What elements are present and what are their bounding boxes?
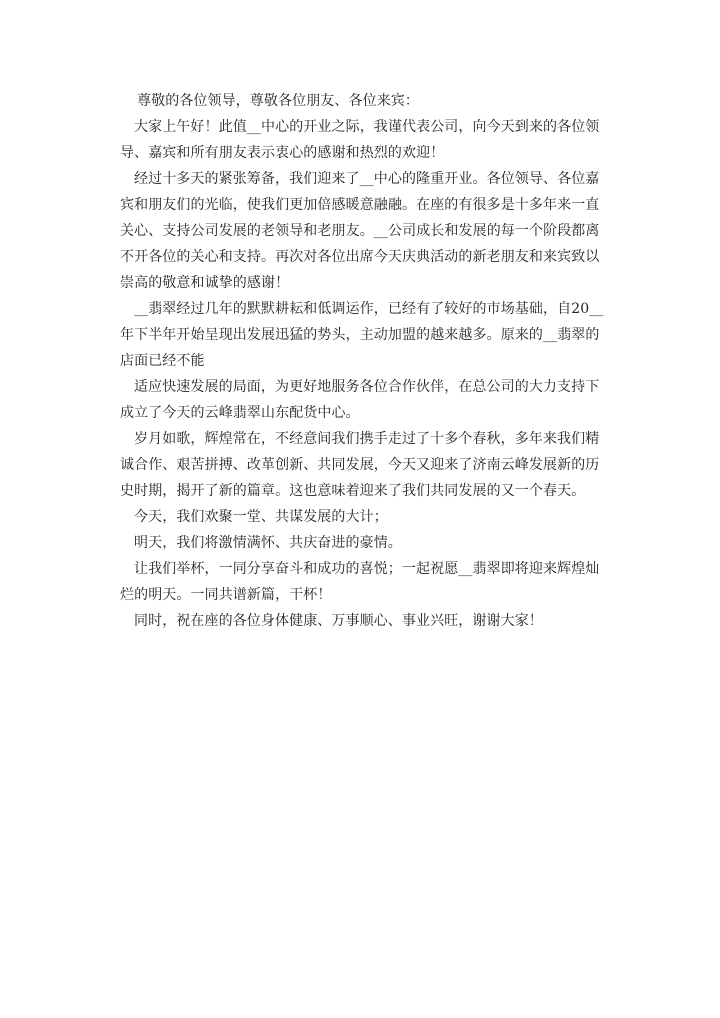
paragraph-line: 史时期，揭开了新的篇章。这也意味着迎来了我们共同发展的又一个春天。 [120, 483, 586, 499]
paragraph-line: 关心、支持公司发展的老领导和老朋友。__公司成长和发展的每一个阶段都离 [120, 223, 600, 239]
paragraph-line: 烂的明天。一同共谱新篇，干杯！ [120, 587, 332, 603]
paragraph-first-line: 岁月如歌，辉煌常在，不经意间我们携手走过了十多个春秋，多年来我们精 [134, 431, 600, 447]
paragraph-first-line: 适应快速发展的局面，为更好地服务各位合作伙伴，在总公司的大力支持下 [134, 379, 600, 395]
paragraph-first-line: 让我们举杯，一同分享奋斗和成功的喜悦；一起祝愿__翡翠即将迎来辉煌灿 [134, 561, 600, 577]
paragraph [120, 166, 620, 296]
paragraph [120, 530, 620, 556]
paragraph [120, 374, 620, 426]
paragraph-line: 年下半年开始呈现出发展迅猛的势头，主动加盟的越来越多。原来的__翡翠的 [120, 327, 600, 343]
paragraph [120, 504, 620, 530]
paragraph [120, 608, 620, 634]
paragraph [120, 296, 620, 374]
paragraph-line: 宾和朋友们的光临，使我们更加倍感暖意融融。在座的有很多是十多年来一直 [120, 197, 600, 213]
paragraph-line: 导、嘉宾和所有朋友表示衷心的感谢和热烈的欢迎！ [120, 145, 445, 161]
paragraph-first-line: 经过十多天的紧张筹备，我们迎来了__中心的隆重开业。各位领导、各位嘉 [134, 171, 600, 187]
document-body [120, 88, 620, 634]
paragraph [120, 114, 620, 166]
paragraph-first-line: __翡翠经过几年的默默耕耘和低调运作，已经有了较好的市场基础，自20__ [134, 301, 604, 317]
paragraph-line: 诚合作、艰苦拼搏、改革创新、共同发展，今天又迎来了济南云峰发展新的历 [120, 457, 600, 473]
paragraph [120, 426, 620, 504]
paragraph-line: 成立了今天的云峰翡翠山东配货中心。 [120, 405, 360, 421]
paragraph [120, 556, 620, 608]
paragraph-line: 崇高的敬意和诚挚的感谢！ [120, 275, 290, 291]
paragraph-first-line: 今天，我们欢聚一堂、共谋发展的大计； [134, 509, 388, 525]
paragraph-line: 不开各位的关心和支持。再次对各位出席今天庆典活动的新老朋友和来宾致以 [120, 249, 600, 265]
paragraph-first-line: 大家上午好！此值__中心的开业之际，我谨代表公司，向今天到来的各位领 [134, 119, 600, 135]
paragraph [120, 88, 620, 114]
paragraph-first-line: 尊敬的各位领导，尊敬各位朋友、各位来宾： [137, 93, 419, 109]
paragraph-first-line: 同时，祝在座的各位身体健康、万事顺心、事业兴旺，谢谢大家！ [134, 613, 543, 629]
paragraph-first-line: 明天，我们将激情满怀、共庆奋进的豪情。 [134, 535, 402, 551]
paragraph-line: 店面已经不能 [120, 353, 205, 369]
